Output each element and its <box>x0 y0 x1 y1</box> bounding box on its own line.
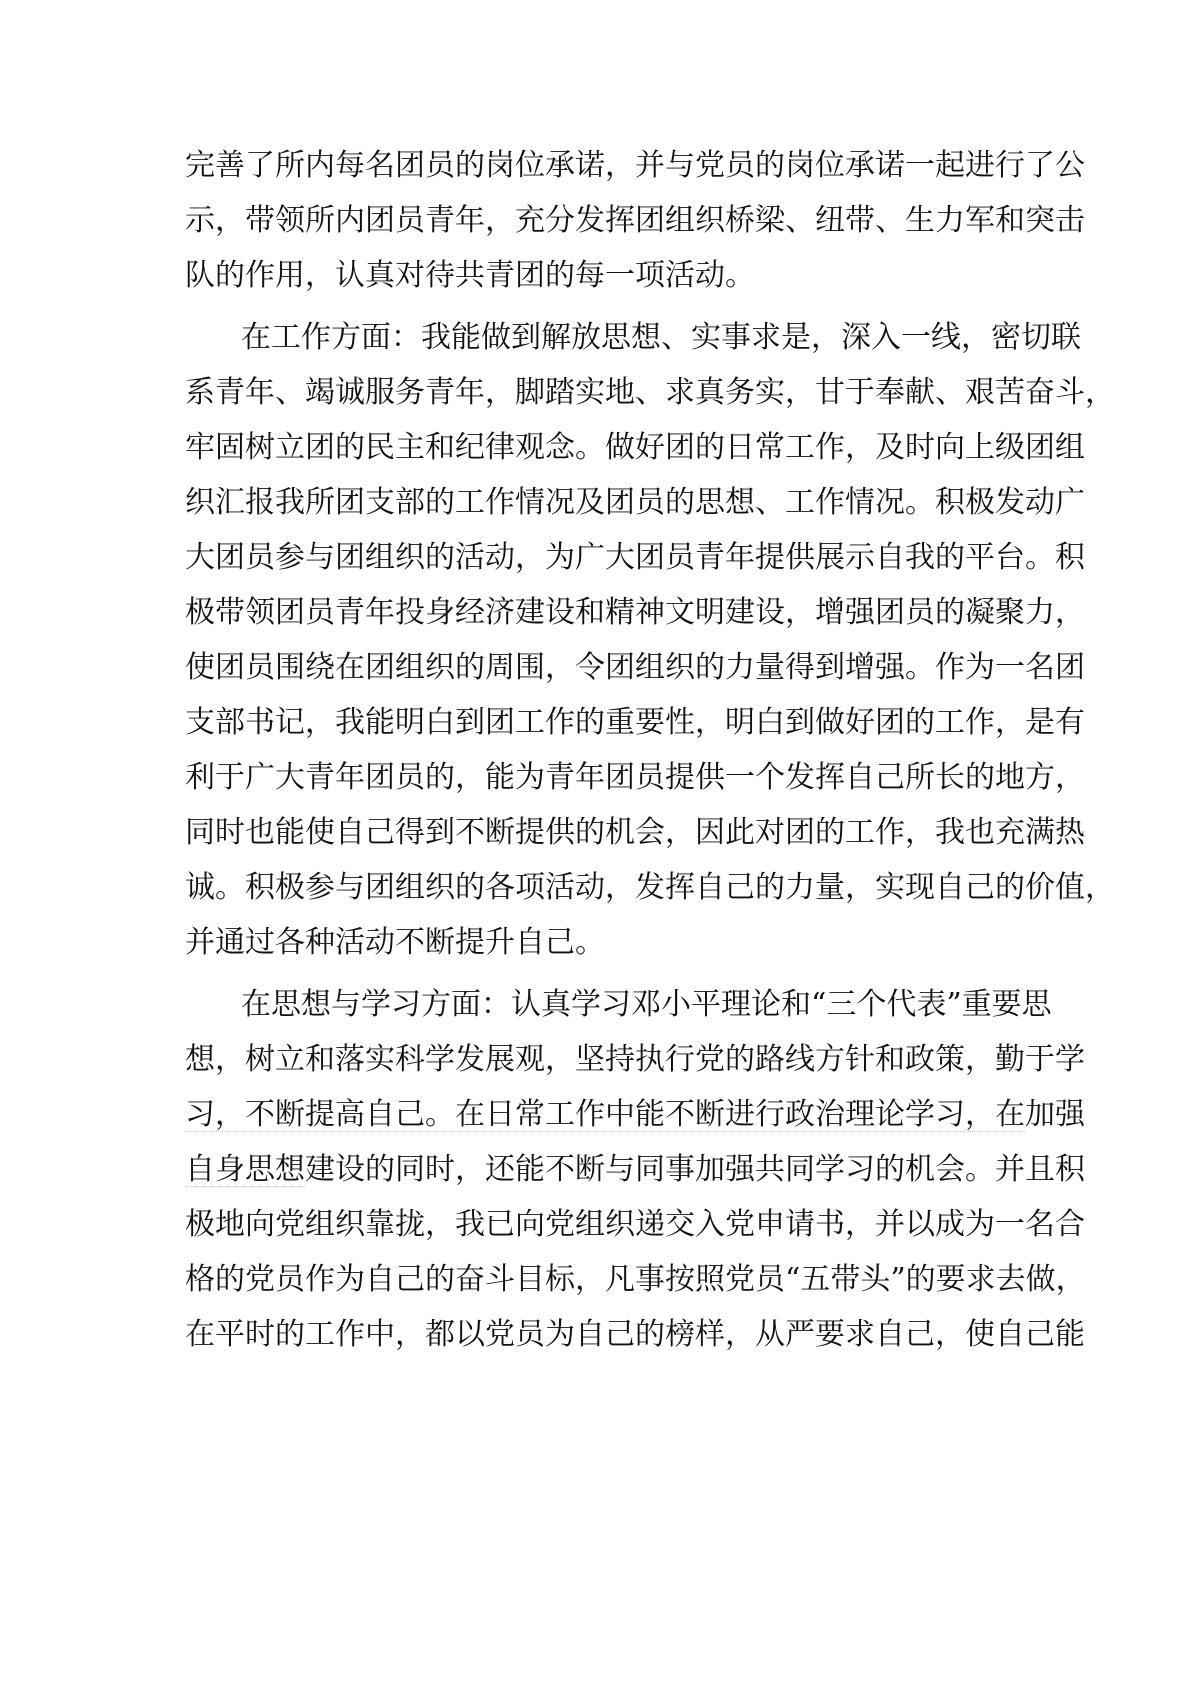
text-line: 极带领团员青年投身经济建设和精神文明建设，增强团员的凝聚力， <box>185 595 1085 630</box>
text-line: 极地向党组织靠拢，我已向党组织递交入党申请书，并以成为一名合 <box>185 1207 1085 1242</box>
text-line: 队的作用，认真对待共青团的每一项活动。 <box>185 258 755 293</box>
text-line: 完善了所内每名团员的岗位承诺，并与党员的岗位承诺一起进行了公 <box>185 148 1085 183</box>
text-line: 习，不断提高自己。在日常工作中能不断进行政治理论学习，在加强 <box>185 1097 1085 1132</box>
text-line: 并通过各种活动不断提升自己。 <box>185 925 605 960</box>
dotted-rule <box>185 1186 305 1187</box>
text-line: 诚。积极参与团组织的各项活动，发挥自己的力量，实现自己的价值， <box>185 870 1115 905</box>
text-line: 支部书记，我能明白到团工作的重要性，明白到做好团的工作，是有 <box>185 705 1085 740</box>
dotted-rule <box>185 1131 1025 1132</box>
text-line: 大团员参与团组织的活动，为广大团员青年提供展示自我的平台。积 <box>185 540 1085 575</box>
text-line: 自身思想建设的同时，还能不断与同事加强共同学习的机会。并且积 <box>185 1152 1085 1187</box>
text-line: 利于广大青年团员的，能为青年团员提供一个发挥自己所长的地方， <box>185 760 1085 795</box>
text-line: 在平时的工作中，都以党员为自己的榜样，从严要求自己，使自己能 <box>185 1317 1085 1352</box>
text-line: 织汇报我所团支部的工作情况及团员的思想、工作情况。积极发动广 <box>185 485 1085 520</box>
text-line: 系青年、竭诚服务青年，脚踏实地、求真务实，甘于奉献、艰苦奋斗， <box>185 375 1115 410</box>
text-line: 同时也能使自己得到不断提供的机会，因此对团的工作，我也充满热 <box>185 815 1085 850</box>
text-line: 在工作方面：我能做到解放思想、实事求是，深入一线，密切联 <box>241 320 1081 355</box>
text-line: 想，树立和落实科学发展观，坚持执行党的路线方针和政策，勤于学 <box>185 1042 1085 1077</box>
text-line: 在思想与学习方面：认真学习邓小平理论和“三个代表”重要思 <box>241 987 1052 1022</box>
text-line: 示，带领所内团员青年，充分发挥团组织桥梁、纽带、生力军和突击 <box>185 203 1085 238</box>
text-line: 格的党员作为自己的奋斗目标，凡事按照党员“五带头”的要求去做， <box>185 1262 1086 1297</box>
text-line: 使团员围绕在团组织的周围，令团组织的力量得到增强。作为一名团 <box>185 650 1085 685</box>
text-line: 牢固树立团的民主和纪律观念。做好团的日常工作，及时向上级团组 <box>185 430 1085 465</box>
